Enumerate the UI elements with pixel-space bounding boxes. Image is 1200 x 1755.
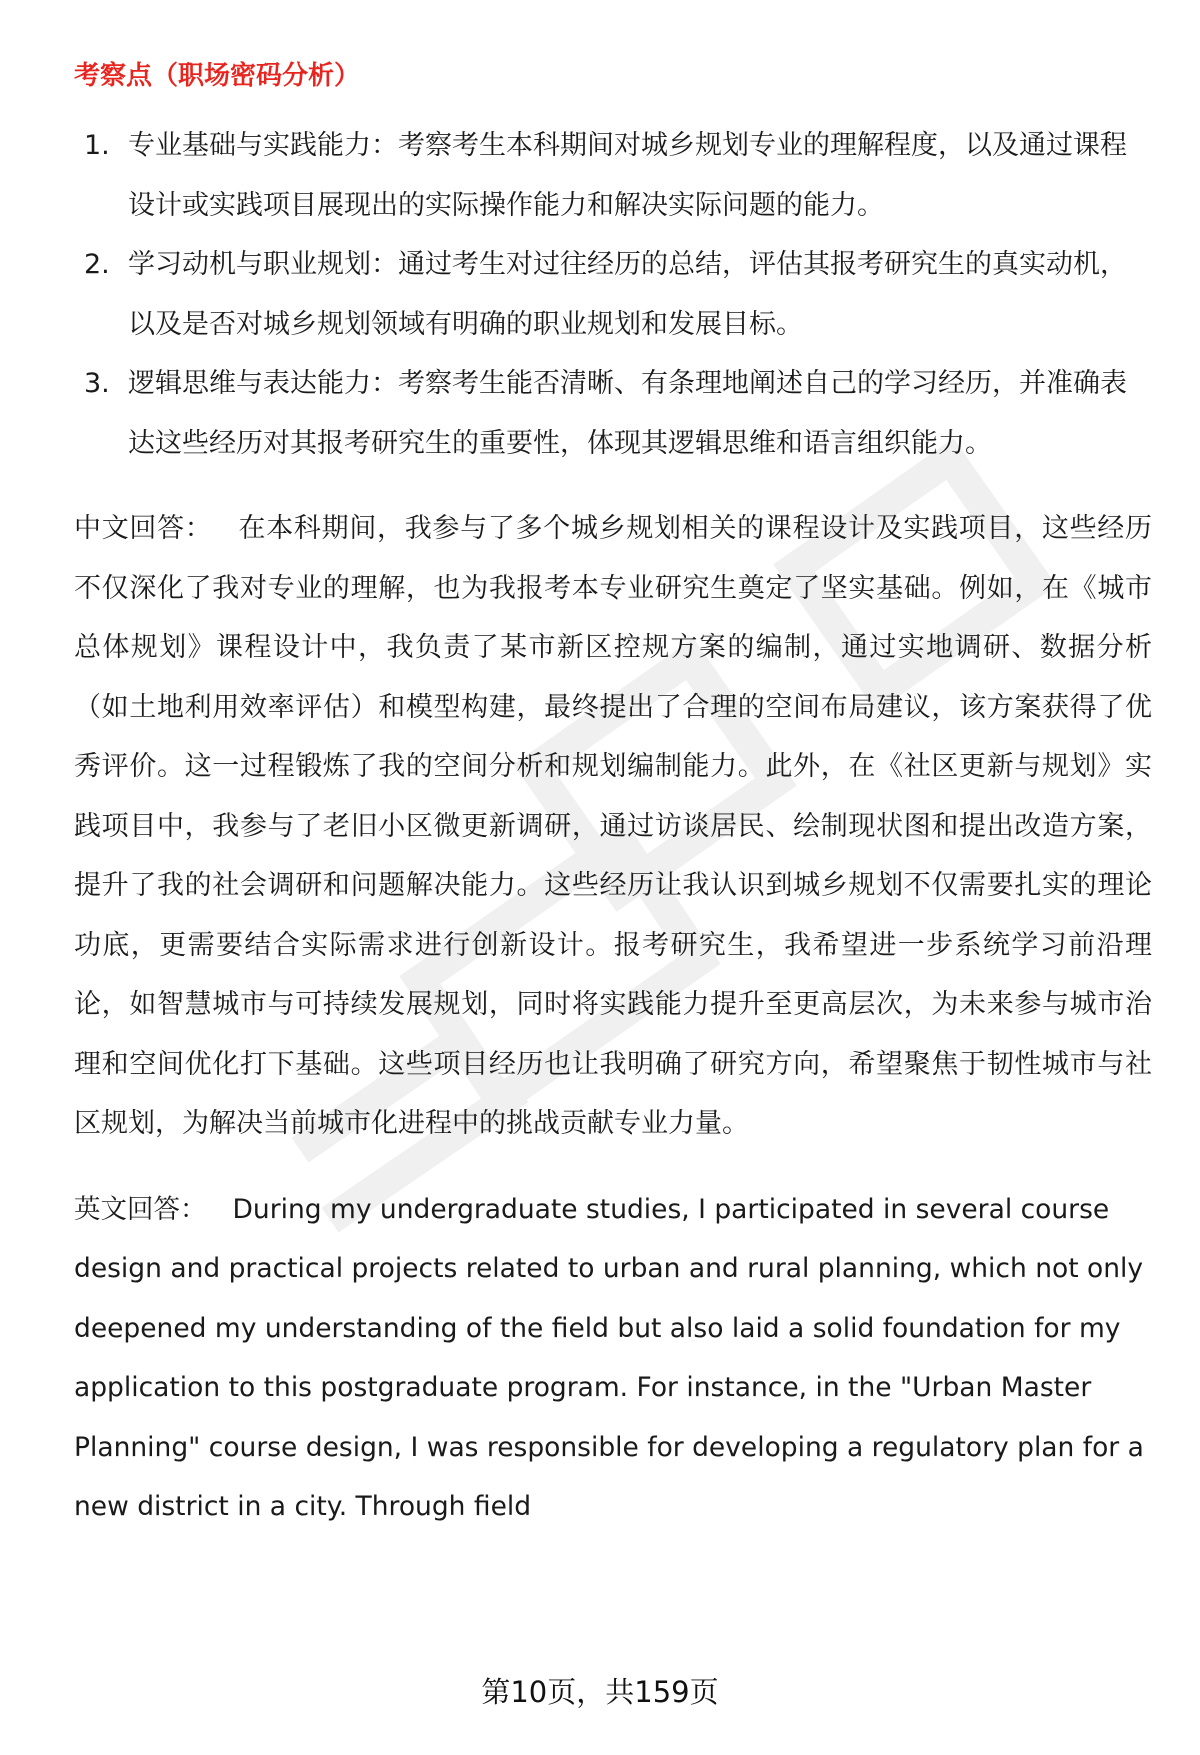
assessment-point (74, 116, 1152, 235)
document-content (74, 56, 1152, 1537)
assessment-point (74, 354, 1152, 473)
english-answer-label: 英文回答： (74, 1193, 207, 1225)
page-number-footer: 第10页，共159页 (481, 1675, 719, 1709)
point-number: 2. (84, 249, 110, 280)
assessment-points-list (74, 116, 1152, 473)
section-title: 考察点（职场密码分析） (74, 61, 361, 91)
chinese-answer (74, 499, 1152, 1154)
chinese-answer-text: 在本科期间，我参与了多个城乡规划相关的课程设计及实践项目，这些经历不仅深化了我对专业的理解，也为我报考本专业研究生奠定了坚实基础。例如，在《城市总体规划》课程设计中，我负责了某市新区控规方案的编制，通过实地调研、数据分析（如土地利用效率评估）和模型构建，最终提出了合理的空间布局建议，该方案获得了优秀评价。这一过程锻炼了我的空间分析和规划编制能力。此外，在《社区更新与规划》实践项目中，我参与了老旧小区微更新调研，通过访谈居民、绘制现状图和提出改造方案，提升了我的社会调研和问题解决能力。这些经历让我认识到城乡规划不仅需要扎实的理论功底，更需要结合实际需求进行创新设计。报考研究生，我希望进一步系统学习前沿理论，如智慧城市与可持续发展规划，同时将实践能力提升至更高层次，为未来参与城市治理和空间优化打下基础。这些项目经历也让我明确了研究方向，希望聚焦于韧性城市与社区规划，为解决当前城市化进程中的挑战贡献专业力量。 (74, 513, 1153, 1139)
assessment-point (74, 235, 1152, 354)
english-answer-text: During my undergraduate studies, I participated in several course design and practical projects related to urban and rural planning, which not only deepened my understanding of the field but also laid a solid foundation for my application to this postgraduate program. For instance, in the "Urban Master Planning" course design, I was responsible for developing a regulatory plan for a new district in a city. Through field (74, 1193, 1144, 1522)
chinese-answer-label: 中文回答： (74, 513, 213, 544)
point-text: 逻辑思维与表达能力：考察考生能否清晰、有条理地阐述自己的学习经历，并准确表达这些经历对其报考研究生的重要性，体现其逻辑思维和语言组织能力。 (128, 368, 1127, 459)
point-number: 1. (84, 130, 110, 161)
point-text: 专业基础与实践能力：考察考生本科期间对城乡规划专业的理解程度，以及通过课程设计或实践项目展现出的实际操作能力和解决实际问题的能力。 (128, 130, 1127, 221)
point-text: 学习动机与职业规划：通过考生对过往经历的总结，评估其报考研究生的真实动机，以及是否对城乡规划领域有明确的职业规划和发展目标。 (128, 249, 1127, 340)
english-answer (74, 1180, 1152, 1537)
point-number: 3. (84, 368, 110, 399)
